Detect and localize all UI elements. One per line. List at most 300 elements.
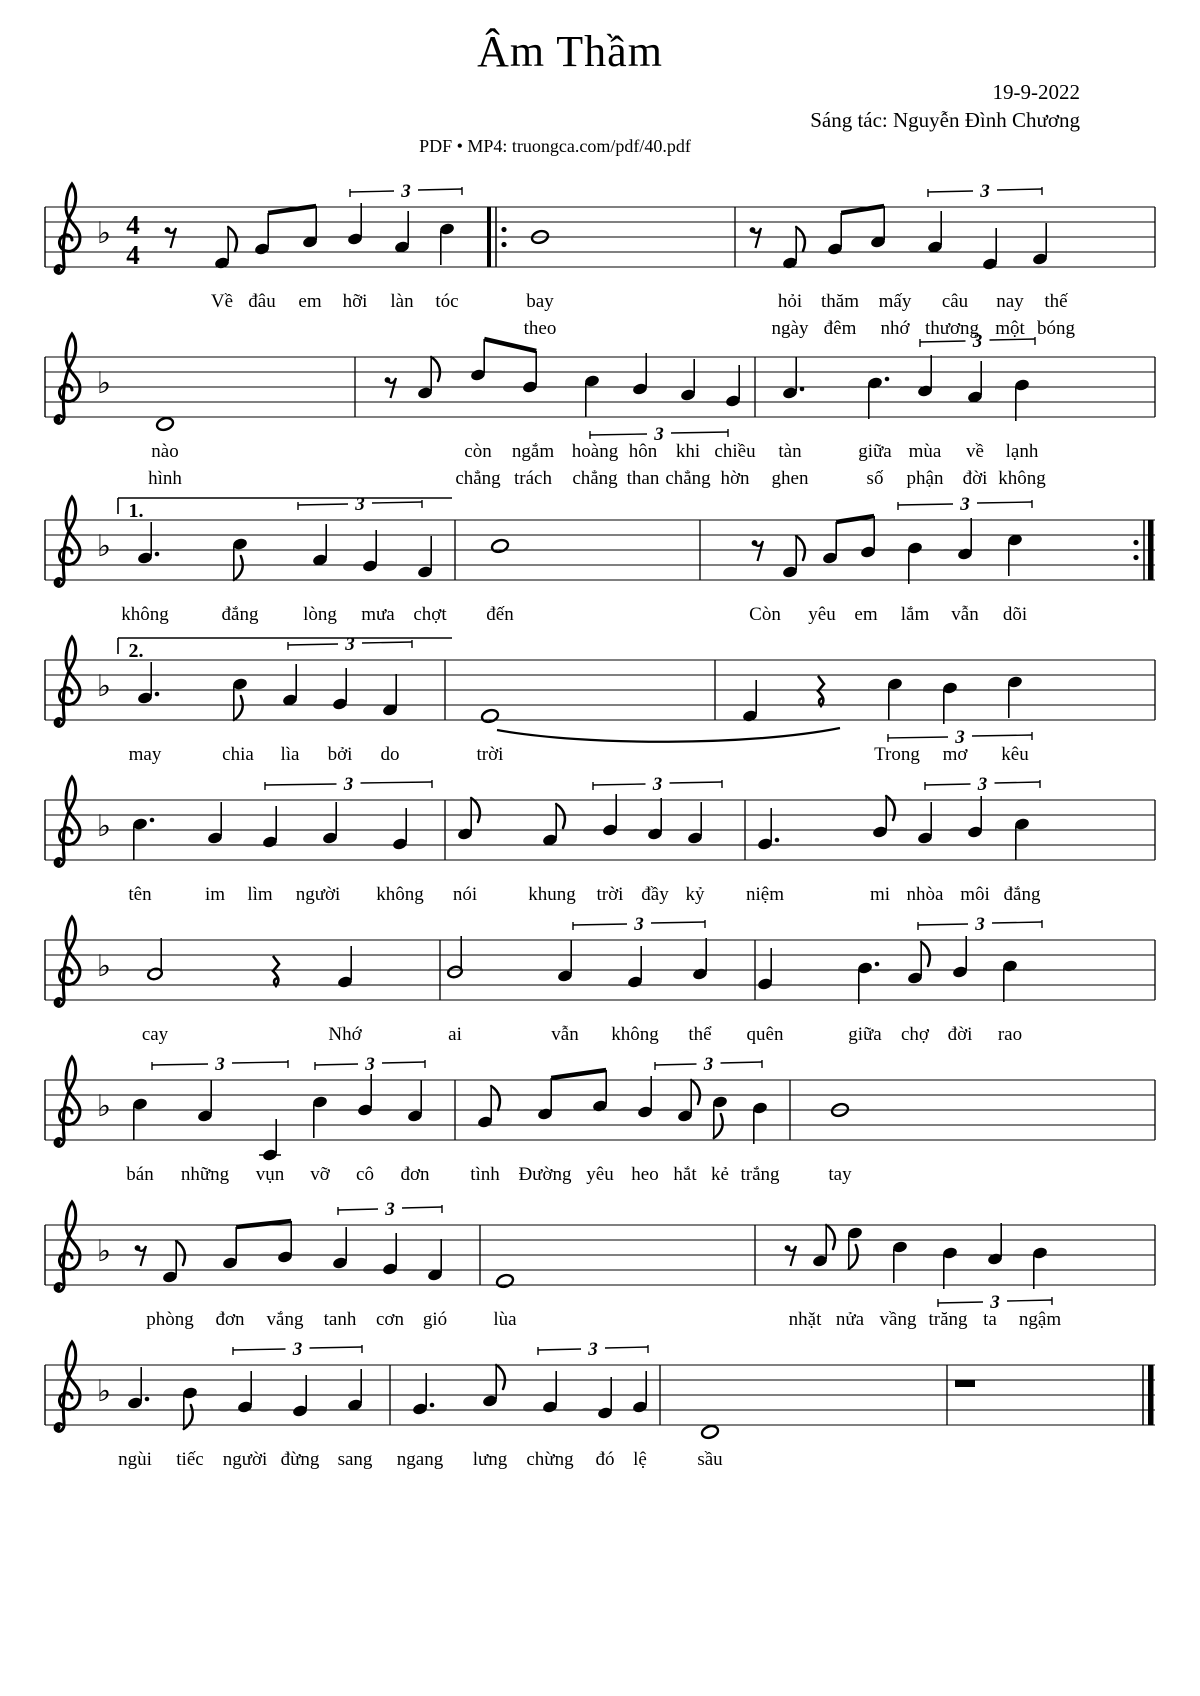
augmentation-dot <box>155 692 160 697</box>
lyric-word: ngùi <box>118 1449 152 1470</box>
tie-slur <box>497 728 840 742</box>
eighth-rest <box>785 1245 796 1266</box>
note <box>742 680 758 723</box>
triplet-bracket <box>898 494 1032 515</box>
note <box>982 228 998 271</box>
augmentation-dot <box>775 838 780 843</box>
lyric-word: những <box>180 1164 230 1185</box>
note <box>237 1371 253 1414</box>
lyric-word: chiều <box>714 441 756 462</box>
note <box>232 537 248 580</box>
note <box>337 946 353 989</box>
note <box>712 1095 728 1138</box>
triplet-bracket <box>593 774 722 795</box>
lyric-word: theo <box>523 318 557 339</box>
notehead <box>155 416 174 432</box>
lyric-word: lệ <box>633 1449 647 1470</box>
treble-clef <box>55 917 81 1006</box>
lyric-word: vỡ <box>310 1164 330 1185</box>
lyric-word: tóc <box>435 291 459 312</box>
note <box>584 374 600 417</box>
lyric-word: tàn <box>778 441 802 462</box>
lyric-word: đâu <box>248 291 276 312</box>
lyric-word: vụn <box>255 1164 285 1185</box>
note <box>860 516 876 559</box>
note <box>1032 1246 1048 1289</box>
lyric-word: mơ <box>942 744 968 765</box>
beam <box>236 1221 291 1227</box>
lyric-word: nay <box>996 291 1024 312</box>
lyric-word: hỏi <box>777 291 803 312</box>
lyric-word: thương <box>924 318 980 339</box>
note <box>347 203 363 246</box>
note <box>457 798 480 841</box>
eighth-flag <box>826 1225 835 1249</box>
lyric-word: đêm <box>823 318 857 339</box>
lyric-word: hỡi <box>342 291 368 312</box>
lyric-word: sầu <box>697 1449 723 1470</box>
lyric-word: chợ <box>901 1024 929 1045</box>
note <box>197 1080 213 1123</box>
lyric-word: còn <box>464 441 492 462</box>
note <box>680 359 696 402</box>
repeat-dot <box>1133 540 1138 545</box>
lyric-word: ngày <box>771 318 809 339</box>
note <box>407 1080 423 1123</box>
eighth-flag <box>796 536 805 560</box>
note <box>987 1223 1003 1266</box>
begin-repeat-thick <box>487 207 491 267</box>
lyric-word: mưa <box>361 604 395 625</box>
staff-system <box>45 181 1155 339</box>
beam <box>484 339 536 351</box>
eighth-flag <box>556 804 565 828</box>
lyric-word: kẻ <box>711 1164 729 1185</box>
note <box>647 798 663 841</box>
lyric-word: dõi <box>1002 604 1028 625</box>
lyric-word: chợt <box>413 604 447 625</box>
flat-sign: ♭ <box>96 1235 112 1268</box>
eighth-flag <box>496 1365 505 1389</box>
treble-clef <box>55 184 81 273</box>
note <box>627 946 643 989</box>
lyric-word: làn <box>390 291 414 312</box>
note <box>439 222 455 265</box>
lyric-word: bóng <box>1037 318 1075 339</box>
lyric-word: chẳng <box>665 468 711 489</box>
note <box>362 530 378 573</box>
eighth-flag <box>921 942 930 966</box>
triplet-bracket <box>298 494 422 515</box>
triplet-number: 3 <box>355 494 365 515</box>
eighth-flag <box>471 798 480 822</box>
lyric-word: quên <box>746 1024 784 1045</box>
note <box>812 1225 835 1268</box>
lyric-word: chẳng <box>455 468 501 489</box>
lyric-word: nhặt <box>788 1309 822 1330</box>
note <box>1007 675 1023 718</box>
note <box>490 538 509 554</box>
lyric-word: trách <box>514 468 552 489</box>
lyric-word: than <box>626 468 660 489</box>
triplet-number: 3 <box>990 1292 1000 1313</box>
note <box>254 213 270 256</box>
note <box>597 1377 613 1420</box>
lyric-word: hình <box>148 468 182 489</box>
note <box>857 961 880 1004</box>
lyric-word: về <box>966 441 984 462</box>
note <box>1002 959 1018 1002</box>
triplet-bracket <box>350 181 462 202</box>
lyric-word: mùa <box>908 441 942 462</box>
note <box>132 1097 148 1140</box>
whole-rest <box>955 1381 975 1388</box>
lyric-word: hắt <box>673 1164 697 1185</box>
lyric-word: ngang <box>396 1449 444 1470</box>
note <box>394 211 410 254</box>
triplet-number: 3 <box>703 1054 714 1075</box>
page-title: Âm Thầm <box>477 27 663 76</box>
note <box>967 796 983 839</box>
note <box>752 1101 768 1144</box>
note <box>907 942 930 985</box>
triplet-number: 3 <box>980 181 990 202</box>
flat-sign: ♭ <box>96 670 112 703</box>
note <box>477 1086 500 1129</box>
triplet-number: 3 <box>652 774 663 795</box>
lyric-word: đắng <box>221 604 259 625</box>
note <box>382 674 398 717</box>
note <box>822 522 838 565</box>
lyric-word: yêu <box>586 1164 614 1185</box>
lyric-word: do <box>380 744 400 765</box>
note <box>302 206 318 249</box>
lyric-word: người <box>295 884 341 905</box>
flat-sign: ♭ <box>96 530 112 563</box>
flat-sign: ♭ <box>96 367 112 400</box>
note <box>1032 223 1048 266</box>
note <box>470 339 486 382</box>
treble-clef <box>55 1202 81 1291</box>
lyric-word: em <box>854 604 878 625</box>
lyric-word: đơn <box>400 1164 430 1185</box>
lyric-word: không <box>376 884 424 905</box>
lyric-word: nào <box>151 441 179 462</box>
time-signature-denominator: 4 <box>126 240 140 270</box>
lyric-word: một <box>995 318 1025 339</box>
triplet-number: 3 <box>215 1054 225 1075</box>
note <box>1014 817 1030 860</box>
quarter-rest <box>273 956 279 986</box>
lyric-word: lạnh <box>1005 441 1039 462</box>
note <box>277 1221 293 1264</box>
lyric-word: tình <box>470 1164 500 1185</box>
lyric-word: không <box>121 604 169 625</box>
triplet-number: 3 <box>972 331 983 352</box>
triplet-number: 3 <box>955 727 965 748</box>
beam <box>836 516 874 522</box>
staff-system <box>45 1339 1155 1470</box>
lyric-word: đầy <box>641 884 669 905</box>
lyric-word: chẳng <box>572 468 618 489</box>
eighth-flag <box>228 227 237 251</box>
eighth-flag <box>849 1245 858 1269</box>
lyric-word: đắng <box>1003 884 1041 905</box>
note <box>967 361 983 404</box>
note <box>957 518 973 561</box>
treble-clef <box>55 497 81 586</box>
lyric-word: hoàng <box>571 441 619 462</box>
notehead <box>700 1424 719 1440</box>
lyric-word: phòng <box>146 1309 194 1330</box>
lyric-word: lắm <box>900 604 930 625</box>
beam <box>551 1070 606 1078</box>
note <box>155 416 174 432</box>
note <box>322 802 338 845</box>
note <box>927 211 943 254</box>
eighth-flag <box>176 1241 185 1265</box>
note <box>782 227 805 270</box>
note <box>782 536 805 579</box>
flat-sign: ♭ <box>96 950 112 983</box>
augmentation-dot <box>155 552 160 557</box>
triplet-bracket <box>288 634 412 655</box>
lyric-word: hôn <box>628 441 658 462</box>
lyric-word: thăm <box>821 291 859 312</box>
augmentation-dot <box>150 818 155 823</box>
lyric-word: sang <box>337 1449 373 1470</box>
note <box>557 940 573 983</box>
staff-system <box>45 1054 1155 1185</box>
lyric-word: ai <box>448 1024 462 1045</box>
lyric-word: đó <box>595 1449 615 1470</box>
note <box>292 1375 308 1418</box>
eighth-flag <box>431 357 440 381</box>
staff-system <box>45 634 1155 765</box>
note <box>687 802 703 845</box>
lyric-word: đừng <box>280 1449 320 1470</box>
triplet-bracket <box>928 181 1042 202</box>
note <box>207 802 223 845</box>
lyric-word: kêu <box>1001 744 1029 765</box>
lyric-word: Trong <box>874 744 920 765</box>
lyric-word: môi <box>960 884 990 905</box>
time-signature-numerator: 4 <box>126 210 140 240</box>
flat-sign: ♭ <box>96 1090 112 1123</box>
augmentation-dot <box>145 1397 150 1402</box>
repeat-dot <box>1133 555 1138 560</box>
lyric-word: im <box>204 884 226 905</box>
triplet-bracket <box>233 1339 362 1360</box>
lyric-word: không <box>611 1024 659 1045</box>
lyric-word: chừng <box>526 1449 574 1470</box>
notehead <box>495 1273 514 1289</box>
lyric-word: nửa <box>835 1309 865 1330</box>
date-text: 19-9-2022 <box>992 80 1080 104</box>
note <box>677 1080 700 1123</box>
lyric-word: câu <box>941 291 969 312</box>
lyric-word: giữa <box>848 1024 882 1045</box>
triplet-number: 3 <box>401 181 411 202</box>
lyric-word: niệm <box>746 884 784 905</box>
staff-system <box>45 914 1155 1045</box>
lyric-word: cơn <box>376 1309 404 1330</box>
lyric-word: vẫn <box>551 1024 579 1045</box>
notehead <box>480 708 499 724</box>
note <box>782 357 805 400</box>
triplet-bracket <box>315 1054 425 1075</box>
note <box>1007 533 1023 576</box>
lyric-word: heo <box>631 1164 659 1185</box>
flat-sign: ♭ <box>96 217 112 250</box>
lyric-word: vầng <box>879 1309 917 1330</box>
note <box>917 355 933 398</box>
notehead <box>490 538 509 554</box>
lyric-word: hờn <box>720 468 750 489</box>
volta-number: 2. <box>128 640 144 662</box>
final-barline-thick <box>1148 1365 1154 1425</box>
note <box>542 1371 558 1414</box>
lyric-word: Nhớ <box>328 1024 362 1045</box>
note <box>182 1386 198 1429</box>
triplet-bracket <box>265 774 432 795</box>
note <box>872 796 895 839</box>
augmentation-dot <box>430 1403 435 1408</box>
triplet-number: 3 <box>343 774 354 795</box>
lyric-word: chia <box>222 744 254 765</box>
volta-number: 1. <box>128 500 144 522</box>
note <box>482 1365 505 1408</box>
volta-bracket <box>118 498 452 522</box>
lyric-word: đời <box>947 1024 973 1045</box>
lyric-word: ngậm <box>1018 1309 1062 1330</box>
lyric-word: thế <box>1044 291 1068 312</box>
triplet-bracket <box>655 1054 762 1075</box>
eighth-flag <box>714 1114 723 1138</box>
lyric-word: may <box>128 744 162 765</box>
lyric-word: trời <box>596 884 624 905</box>
lyric-word: không <box>998 468 1046 489</box>
note <box>537 1078 553 1121</box>
lyric-word: bởi <box>327 744 353 765</box>
treble-clef <box>55 1057 81 1146</box>
triplet-bracket <box>918 914 1042 935</box>
note <box>232 677 248 720</box>
note <box>147 938 163 981</box>
note <box>847 1226 863 1269</box>
repeat-dot <box>501 242 506 247</box>
note <box>692 938 708 981</box>
note <box>132 817 155 860</box>
lyric-word: gió <box>422 1309 448 1330</box>
lyric-word: tên <box>128 884 152 905</box>
pdf-mp4-link-text: PDF • MP4: truongca.com/pdf/40.pdf <box>419 136 691 156</box>
eighth-rest <box>135 1245 146 1266</box>
triplet-number: 3 <box>292 1339 303 1360</box>
triplet-number: 3 <box>588 1339 598 1360</box>
treble-clef <box>55 777 81 866</box>
lyric-word: lìm <box>247 884 273 905</box>
note <box>870 206 886 249</box>
note <box>867 376 890 419</box>
lyric-word: ta <box>983 1309 997 1330</box>
staff-system <box>45 1199 1155 1330</box>
note <box>312 524 328 567</box>
triplet-number: 3 <box>345 634 355 655</box>
lyric-word: vẫn <box>951 604 979 625</box>
eighth-flag <box>691 1080 700 1104</box>
lyric-word: Đường <box>518 1164 572 1185</box>
triplet-number: 3 <box>977 774 988 795</box>
note <box>942 1246 958 1289</box>
triplet-number: 3 <box>654 424 664 445</box>
note <box>495 1273 514 1289</box>
repeat-dot <box>501 227 506 232</box>
lyric-word: lìa <box>280 744 300 765</box>
composer-text: Sáng tác: Nguyễn Đình Chương <box>810 108 1080 132</box>
lyric-word: trắng <box>740 1164 780 1185</box>
lyric-word: nhớ <box>880 318 910 339</box>
note <box>282 664 298 707</box>
note <box>347 1369 363 1412</box>
note <box>127 1367 150 1410</box>
lyric-word: cô <box>356 1164 374 1185</box>
eighth-flag <box>234 556 243 580</box>
treble-clef <box>55 334 81 423</box>
lyric-word: giữa <box>858 441 892 462</box>
lyric-word: mấy <box>878 291 912 312</box>
note <box>952 936 968 979</box>
lyric-word: rao <box>997 1024 1023 1045</box>
lyric-word: lòng <box>303 604 337 625</box>
lyric-word: tanh <box>323 1309 357 1330</box>
triplet-bracket <box>925 774 1040 795</box>
lyric-word: lưng <box>472 1449 508 1470</box>
lyric-word: ghen <box>771 468 809 489</box>
note <box>887 677 903 720</box>
lyric-word: nhòa <box>906 884 944 905</box>
flat-sign: ♭ <box>96 1375 112 1408</box>
lyric-word: vắng <box>266 1309 304 1330</box>
lyric-word: trăng <box>928 1309 968 1330</box>
lyric-word: Còn <box>749 604 781 625</box>
lyric-word: người <box>222 1449 268 1470</box>
note <box>700 1424 719 1440</box>
note <box>632 353 648 396</box>
note <box>162 1241 185 1284</box>
eighth-flag <box>491 1086 500 1110</box>
lyric-word: khi <box>675 441 701 462</box>
lyric-word: thể <box>688 1024 712 1045</box>
lyric-word: bay <box>526 291 554 312</box>
triplet-number: 3 <box>385 1199 395 1220</box>
note <box>417 536 433 579</box>
note <box>214 227 237 270</box>
lyric-word: tiếc <box>176 1449 204 1470</box>
lyric-word: Về <box>210 291 234 312</box>
lyric-word: mi <box>869 884 891 905</box>
note <box>137 522 160 565</box>
note <box>592 1070 608 1113</box>
note <box>892 1240 908 1283</box>
note <box>917 802 933 845</box>
note <box>632 1371 648 1414</box>
triplet-number: 3 <box>634 914 644 935</box>
note <box>417 357 440 400</box>
triplet-bracket <box>152 1054 288 1075</box>
eighth-flag <box>234 696 243 720</box>
end-repeat-thick <box>1148 520 1154 580</box>
